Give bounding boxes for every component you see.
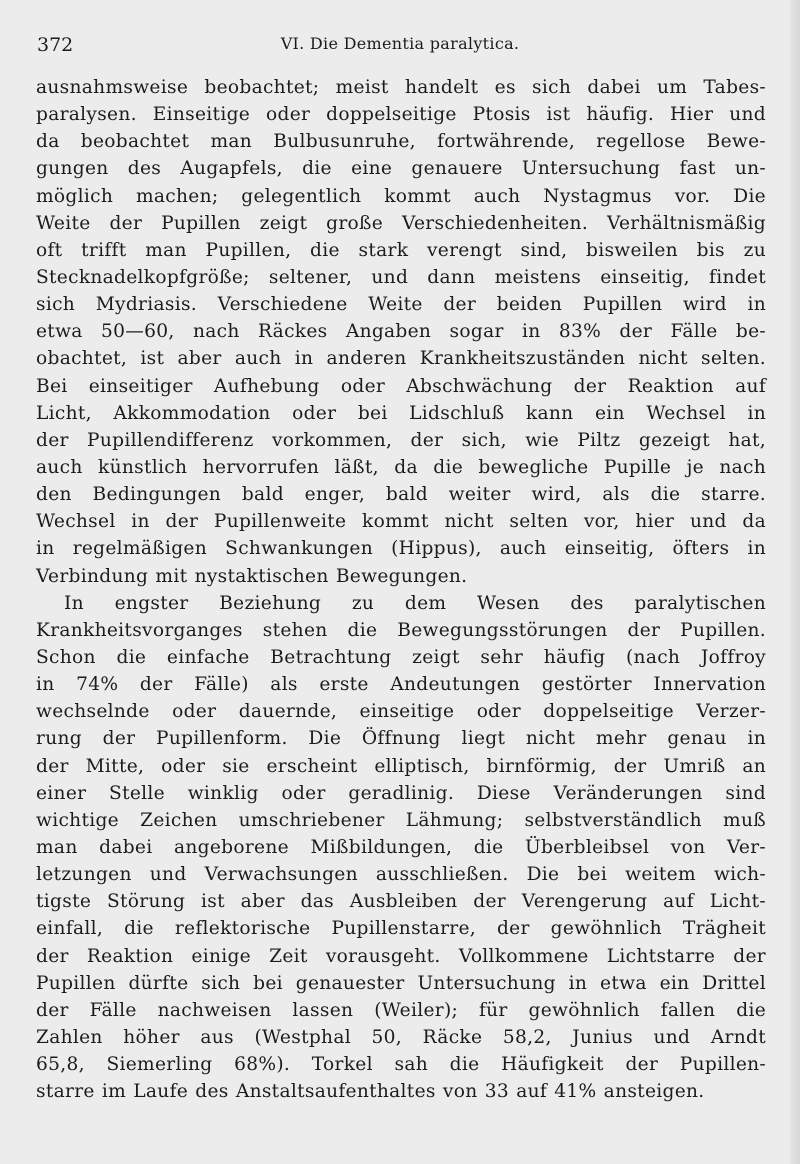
text-line: Stecknadelkopfgröße; seltener, und dann meistens einseitig, findet: [36, 266, 766, 288]
text-line: der Reaktion einige Zeit vorausgeht. Vollkommene Lichtstarre der: [36, 945, 766, 967]
text-line: wechselnde oder dauernde, einseitige oder doppelseitige Verzer-: [36, 701, 766, 723]
running-head: VI. Die Dementia paralytica.: [280, 34, 520, 53]
text-line: möglich machen; gelegentlich kommt auch Nystagmus vor. Die: [36, 185, 766, 207]
text-line: Licht, Akkommodation oder bei Lidschluß kann ein Wechsel in: [36, 402, 766, 424]
text-line: der Pupillendifferenz vorkommen, der sich, wie Piltz gezeigt hat,: [36, 429, 766, 451]
text-line: gungen des Augapfels, die eine genauere Untersuchung fast un-: [36, 158, 766, 180]
text-line: man dabei angeborene Mißbildungen, die Überbleibsel von Ver-: [36, 836, 766, 858]
body-text: [36, 74, 766, 1105]
text-line: In engster Beziehung zu dem Wesen des paralytischen: [64, 592, 766, 614]
text-line: einfall, die reflektorische Pupillenstarre, der gewöhnlich Trägheit: [36, 918, 766, 940]
text-line: letzungen und Verwachsungen ausschließen. Die bei weitem wich-: [36, 864, 766, 886]
text-line: 65,8, Siemerling 68%). Torkel sah die Häufigkeit der Pupillen-: [36, 1054, 766, 1076]
text-line: Schon die einfache Betrachtung zeigt sehr häufig (nach Joffroy: [36, 646, 766, 668]
text-line: oft trifft man Pupillen, die stark verengt sind, bisweilen bis zu: [36, 239, 766, 261]
text-line: Zahlen höher aus (Westphal 50, Räcke 58,2, Junius und Arndt: [36, 1026, 766, 1048]
text-line: Wechsel in der Pupillenweite kommt nicht selten vor, hier und da: [36, 511, 766, 533]
text-line: starre im Laufe des Anstaltsaufenthaltes von 33 auf 41% ansteigen.: [36, 1081, 705, 1103]
text-line: Pupillen dürfte sich bei genauester Untersuchung in etwa ein Drittel: [36, 972, 766, 994]
text-line: wichtige Zeichen umschriebener Lähmung; selbstverständlich muß: [36, 809, 766, 831]
page-edge: [790, 0, 800, 1164]
text-line: einer Stelle winklig oder geradlinig. Diese Veränderungen sind: [36, 782, 766, 804]
text-line: ausnahmsweise beobachtet; meist handelt es sich dabei um Tabes-: [36, 77, 766, 98]
text-line: in 74% der Fälle) als erste Andeutungen gestörter Innervation: [36, 674, 766, 696]
page-header: [37, 32, 763, 58]
text-line: der Mitte, oder sie erscheint elliptisch, birnförmig, der Umriß an: [36, 755, 766, 777]
text-line: Krankheitsvorganges stehen die Bewegungsstörungen der Pupillen.: [36, 619, 766, 641]
text-line: Weite der Pupillen zeigt große Verschiedenheiten. Verhältnismäßig: [36, 212, 766, 234]
text-line: etwa 50—60, nach Räckes Angaben sogar in 83% der Fälle be-: [36, 321, 766, 343]
text-line: den Bedingungen bald enger, bald weiter wird, als die starre.: [36, 484, 766, 506]
text-line: sich Mydriasis. Verschiedene Weite der beiden Pupillen wird in: [36, 294, 766, 316]
text-line: da beobachtet man Bulbusunruhe, fortwährende, regellose Bewe-: [36, 131, 766, 153]
text-line: auch künstlich hervorrufen läßt, da die bewegliche Pupille je nach: [36, 456, 766, 478]
text-line: in regelmäßigen Schwankungen (Hippus), auch einseitig, öfters in: [36, 538, 766, 560]
text-line: der Fälle nachweisen lassen (Weiler); für gewöhnlich fallen die: [36, 999, 766, 1021]
text-line: paralysen. Einseitige oder doppelseitige Ptosis ist häufig. Hier und: [36, 104, 766, 126]
page-number: 372: [37, 34, 74, 56]
text-line: Bei einseitiger Aufhebung oder Abschwächung der Reaktion auf: [36, 375, 766, 397]
text-line: Verbindung mit nystaktischen Bewegungen.: [36, 565, 468, 587]
text-line: tigste Störung ist aber das Ausbleiben der Verengerung auf Licht-: [36, 891, 766, 913]
text-line: rung der Pupillenform. Die Öffnung liegt nicht mehr genau in: [36, 728, 766, 750]
text-line: obachtet, ist aber auch in anderen Krankheitszuständen nicht selten.: [36, 348, 766, 370]
